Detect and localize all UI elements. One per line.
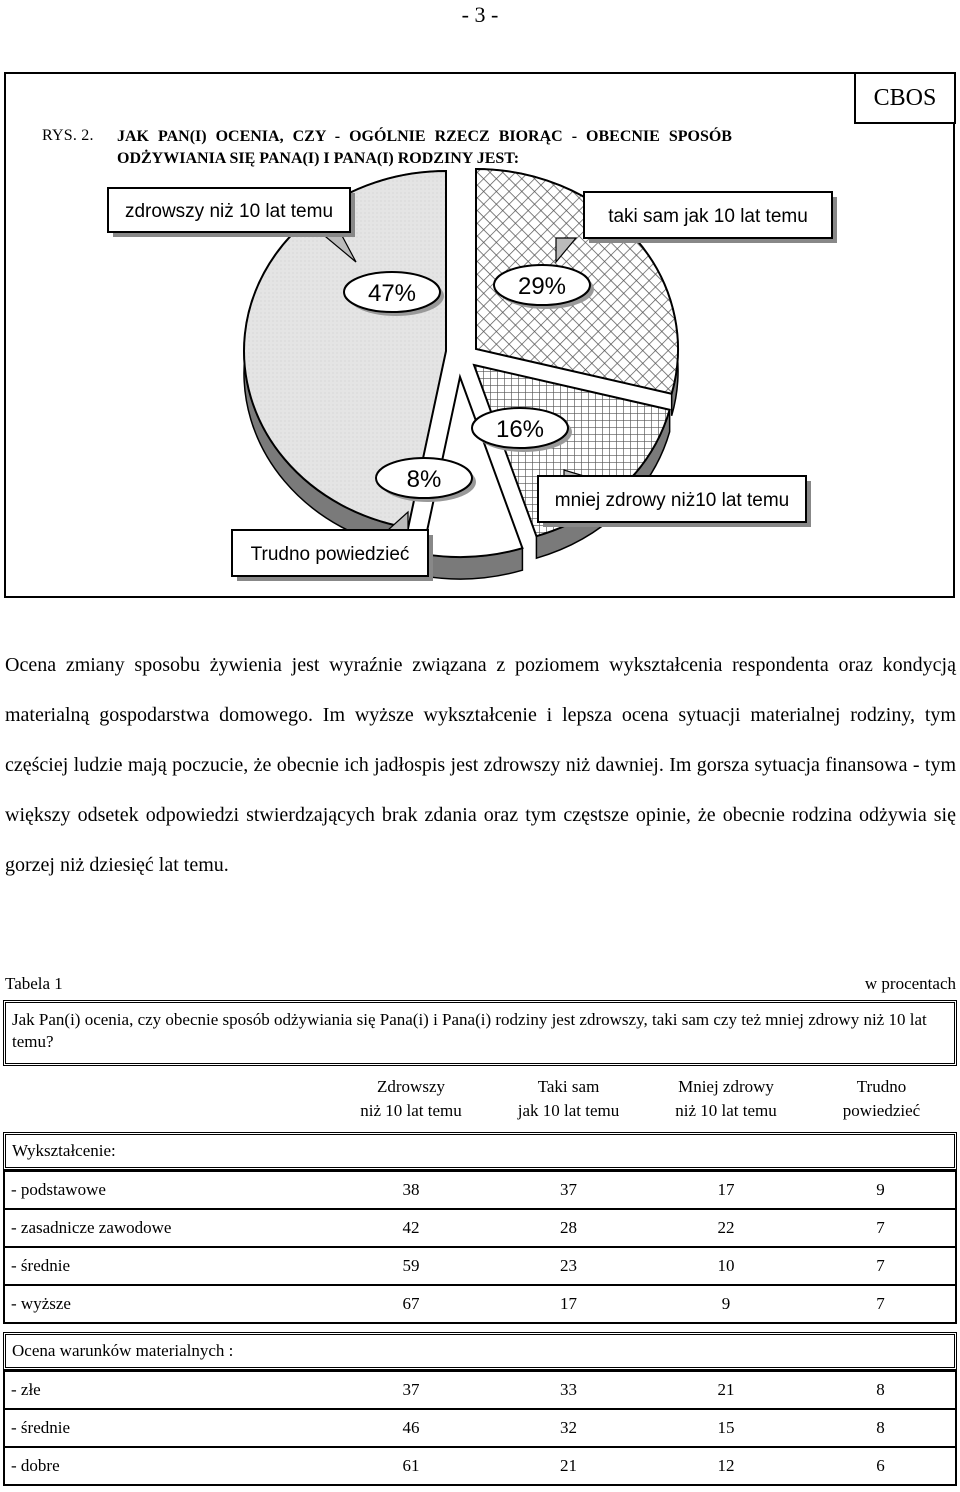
table-cell: 7: [806, 1208, 957, 1246]
row-label: - zasadnicze zawodowe: [3, 1208, 331, 1246]
table-cell: 28: [491, 1208, 646, 1246]
table-cell: 21: [646, 1370, 806, 1408]
table-cell: 37: [331, 1370, 491, 1408]
table-cell: 42: [331, 1208, 491, 1246]
row-label: - średnie: [3, 1408, 331, 1446]
column-header: [331, 1066, 491, 1132]
data-label: 47%: [367, 280, 417, 307]
column-header-line1: Trudno: [856, 1077, 907, 1096]
column-header: [491, 1066, 646, 1132]
table-cell: 15: [646, 1408, 806, 1446]
legend-label: Trudno powiedzieć: [250, 544, 410, 565]
table-row: [3, 1446, 957, 1486]
row-label: - dobre: [3, 1446, 331, 1486]
cbos-badge: CBOS: [854, 72, 956, 124]
table-cell: 67: [331, 1284, 491, 1324]
table-cell: 37: [491, 1170, 646, 1208]
data-label: 16%: [495, 416, 545, 443]
results-table: [3, 1000, 957, 1486]
column-header-line2: powiedzieć: [842, 1101, 921, 1120]
table-cell: 6: [806, 1446, 957, 1486]
table-cell: 12: [646, 1446, 806, 1486]
column-header: [646, 1066, 806, 1132]
table-cell: 7: [806, 1284, 957, 1324]
table-header-row: [3, 1066, 957, 1132]
table-row: [3, 1246, 957, 1284]
figure-label: RYS. 2.: [42, 127, 94, 144]
legend-label: taki sam jak 10 lat temu: [608, 206, 808, 227]
legend-label: zdrowszy niż 10 lat temu: [124, 201, 334, 222]
column-header-line1: Taki sam: [537, 1077, 600, 1096]
section-header: Wykształcenie:: [3, 1132, 957, 1170]
row-label: - podstawowe: [3, 1170, 331, 1208]
body-paragraph: Ocena zmiany sposobu żywienia jest wyraźnie związana z poziomem wykształcenia respondenta oraz kondycją materialną gospodarstwa domowego. Im wyższe wykształcenie i lepsza ocena sytuacji materialnej rodziny, tym częściej ludzie mają poczucie, że obecnie ich jadłospis jest zdrowszy niż dawniej. Im gorsza sytuacja finansowa - tym większy odsetek odpowiedzi stwierdzających brak zdania oraz tym częstsze opinie, że obecnie rodzina odżywia się gorzej niż dziesięć lat temu.: [5, 654, 956, 876]
table-cell: 9: [646, 1284, 806, 1324]
column-header-line1: Zdrowszy: [377, 1077, 445, 1096]
table-cell: 46: [331, 1408, 491, 1446]
figure-title-line1: JAK PAN(I) OCENIA, CZY - OGÓLNIE RZECZ BIORĄC - OBECNIE SPOSÓB: [117, 128, 732, 145]
table-question: Jak Pan(i) ocenia, czy obecnie sposób odżywiania się Pana(i) i Pana(i) rodziny jest zdrowszy, taki sam czy też mniej zdrowy niż 10 lat temu?: [3, 1000, 957, 1066]
table-label: Tabela 1: [5, 974, 63, 993]
table-cell: 10: [646, 1246, 806, 1284]
section-header: Ocena warunków materialnych :: [3, 1332, 957, 1370]
table-cell: 33: [491, 1370, 646, 1408]
table-cell: 21: [491, 1446, 646, 1486]
table-cell: 8: [806, 1408, 957, 1446]
table-unit: w procentach: [864, 974, 956, 993]
table-row: [3, 1170, 957, 1208]
table-cell: 7: [806, 1246, 957, 1284]
column-header-line1: Mniej zdrowy: [678, 1077, 774, 1096]
table-row: [3, 1370, 957, 1408]
table-cell: 61: [331, 1446, 491, 1486]
legend-label: mniej zdrowy niż10 lat temu: [554, 490, 790, 511]
row-label: - złe: [3, 1370, 331, 1408]
table-cell: 32: [491, 1408, 646, 1446]
table-cell: 59: [331, 1246, 491, 1284]
figure-title-line2: ODŻYWIANIA SIĘ PANA(I) I PANA(I) RODZINY JEST:: [117, 150, 520, 167]
row-label: - średnie: [3, 1246, 331, 1284]
column-header-line2: niż 10 lat temu: [360, 1101, 462, 1120]
table-cell: 8: [806, 1370, 957, 1408]
column-header-line2: jak 10 lat temu: [517, 1101, 620, 1120]
table-cell: 38: [331, 1170, 491, 1208]
table-cell: 22: [646, 1208, 806, 1246]
table-cell: 23: [491, 1246, 646, 1284]
table-row: [3, 1284, 957, 1324]
table-row: [3, 1208, 957, 1246]
table-cell: 9: [806, 1170, 957, 1208]
column-header: [806, 1066, 957, 1132]
table-cell: 17: [646, 1170, 806, 1208]
table-row: [3, 1408, 957, 1446]
data-label: 29%: [517, 273, 567, 300]
pie-chart: [0, 0, 960, 600]
column-header-line2: niż 10 lat temu: [675, 1101, 777, 1120]
row-label: - wyższe: [3, 1284, 331, 1324]
data-label: 8%: [406, 466, 442, 493]
table-cell: 17: [491, 1284, 646, 1324]
page-number: - 3 -: [461, 2, 499, 27]
